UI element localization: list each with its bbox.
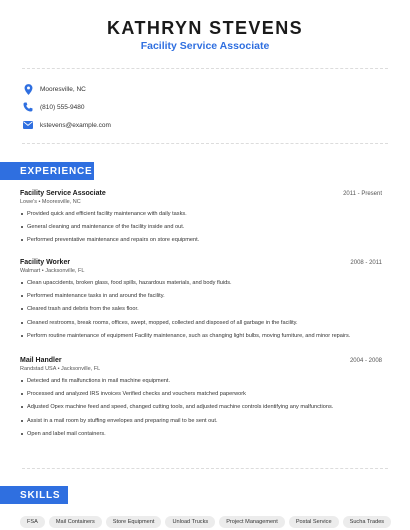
job-company: Walmart • Jacksonville, FL [20,268,85,274]
job-title: Facility Service Associate [20,190,106,197]
list-item: Performed maintenance tasks in and around the facility. [20,292,382,300]
list-item: Perform routine maintenance of equipment Facility maintenance, such as changing light bulbs, moving furniture, and minor repairs. [20,332,382,340]
skill-chip: Unload Trucks [165,516,215,528]
divider [22,68,388,69]
skill-chip: Store Equipment [106,516,162,528]
skill-chip: FSA [20,516,45,528]
list-item: Clean upaccidents, broken glass, food spills, hazardous materials, and body fluids. [20,279,382,287]
skills-heading: SKILLS [0,486,68,504]
job-bullets [20,279,382,340]
job-title: Mail Handler [20,357,62,364]
job-title: Facility Worker [20,259,71,266]
contact-location [22,82,86,96]
job-entry [20,357,382,443]
candidate-name: KATHRYN STEVENS [106,18,304,38]
contact-email[interactable] [22,118,111,132]
contact-phone-text: (810) 555-9480 [40,103,85,111]
list-item: Provided quick and efficient facility maintenance with daily tasks. [20,210,382,218]
experience-heading: EXPERIENCE [0,162,94,180]
location-pin-icon [22,83,34,95]
job-dates: 2004 - 2008 [349,358,382,364]
job-bullets [20,377,382,438]
list-item: Detected and fix malfunctions in mail machine equipment. [20,377,382,385]
skill-chip: Sucha Trades [343,516,392,528]
phone-icon [22,101,34,113]
skill-chip: Postal Service [289,516,339,528]
job-company: Lowe's • Mooresville, NC [20,199,81,205]
list-item: Assist in a mail room by stuffing envelopes and preparing mail to be sent out. [20,417,382,425]
list-item: Processed and analyzed IRS invoices Verified checks and vouchers matched paperwork [20,390,382,398]
job-dates: 2011 - Present [343,191,382,197]
skills-list [20,516,391,528]
skill-chip: Project Management [219,516,285,528]
list-item: Open and label mail containers. [20,430,382,438]
list-item: Adjusted Opex machine feed and speed, changed cutting tools, and adjusted machine controls identifying any malfunctions. [20,403,382,411]
email-icon [22,119,34,131]
job-entry [20,190,382,250]
job-bullets [20,210,382,244]
contact-location-text: Mooresville, NC [40,85,86,93]
contact-phone[interactable] [22,100,84,114]
skill-chip: Mail Containers [49,516,102,528]
contact-email-text: kstevens@example.com [40,121,111,129]
list-item: Performed preventative maintenance and repairs on store equipment. [20,236,382,244]
job-title-headline: Facility Service Associate [140,40,270,52]
list-item: General cleaning and maintenance of the facility inside and out. [20,223,382,231]
divider [22,468,388,469]
job-dates: 2008 - 2011 [350,260,382,266]
list-item: Cleared trash and debris from the sales floor. [20,305,382,313]
job-entry [20,259,382,345]
divider [22,143,388,144]
job-company: Randstad USA • Jacksonville, FL [20,366,101,372]
list-item: Cleaned restrooms, break rooms, offices, swept, mopped, collected and disposed of all garbage in the facility. [20,319,382,327]
